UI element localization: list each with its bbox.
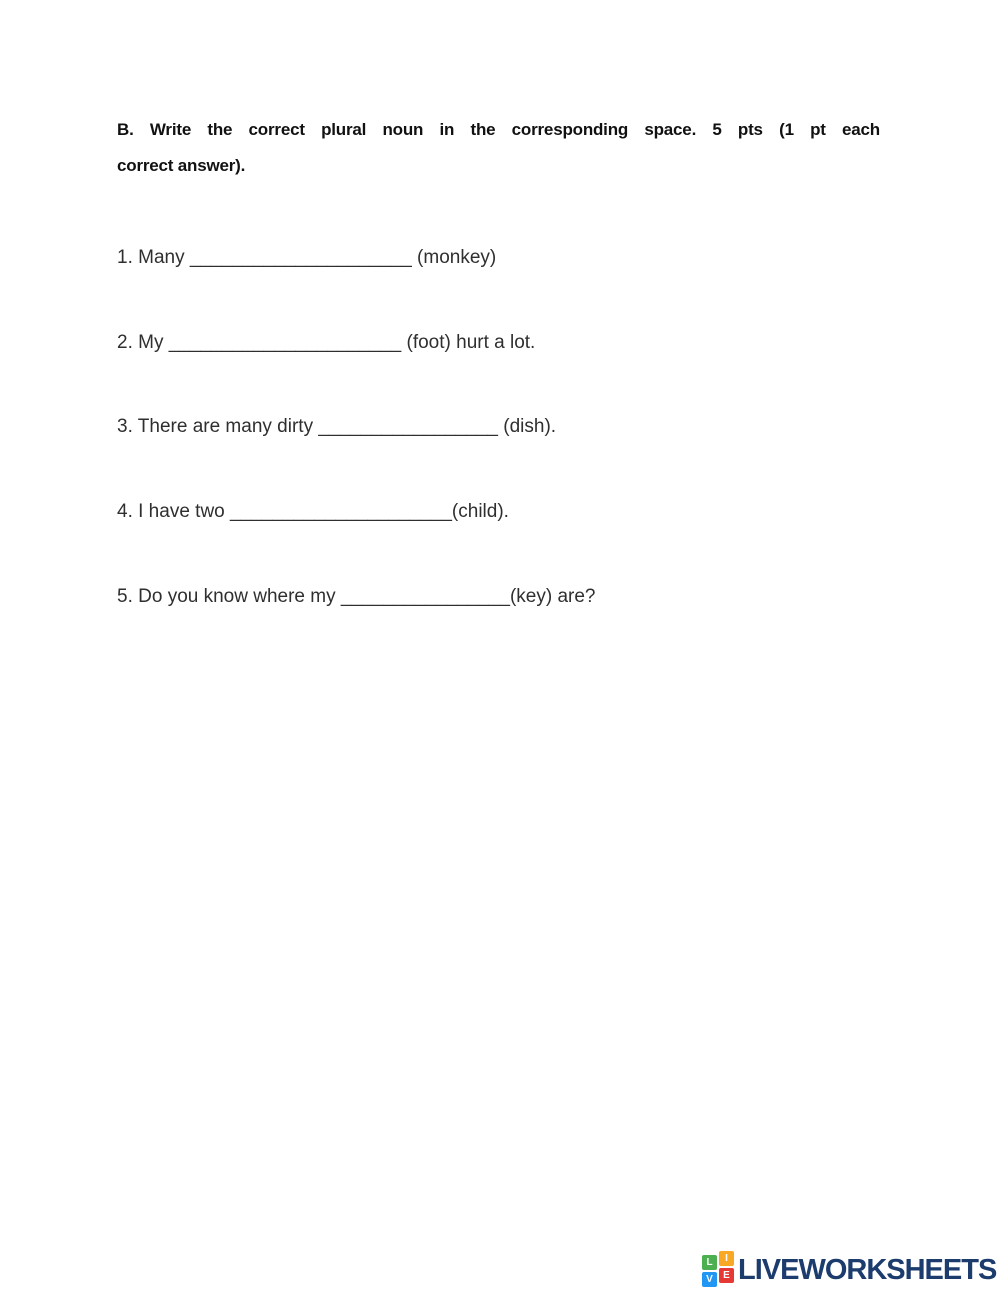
section-heading: [117, 112, 880, 184]
question-4-hint: (child).: [451, 501, 509, 522]
liveworksheets-logo: [702, 1251, 996, 1289]
question-3-text: 3. There are many dirty: [117, 416, 319, 437]
question-1-hint: (monkey): [411, 247, 497, 268]
logo-tile-l: L: [702, 1255, 717, 1270]
logo-tile-v: V: [702, 1272, 717, 1287]
answer-blank-5[interactable]: ________________: [340, 586, 510, 607]
logo-tile-i: I: [719, 1251, 734, 1266]
question-5-hint: (key) are?: [509, 586, 596, 607]
answer-blank-3[interactable]: _________________: [318, 416, 498, 437]
logo-tile-e: E: [719, 1268, 734, 1283]
question-2-hint: (foot) hurt a lot.: [401, 332, 536, 353]
answer-blank-4[interactable]: _____________________: [230, 501, 452, 522]
section-heading-line-1: B. Write the correct plural noun in the corresponding space. 5 pts (1 pt each: [117, 120, 880, 139]
question-item-5: [117, 585, 595, 609]
liveworksheets-wordmark: LIVEWORKSHEETS: [738, 1253, 997, 1286]
question-5-text: 5. Do you know where my: [117, 586, 341, 607]
question-item-2: [117, 331, 535, 355]
answer-blank-1[interactable]: _____________________: [189, 247, 412, 268]
question-4-text: 4. I have two: [117, 501, 231, 522]
answer-blank-2[interactable]: ______________________: [168, 332, 402, 353]
question-item-3: [117, 415, 556, 439]
question-item-1: [117, 246, 496, 270]
question-2-text: 2. My: [117, 332, 169, 353]
question-3-hint: (dish).: [498, 416, 557, 437]
question-1-text: 1. Many: [117, 247, 190, 268]
question-item-4: [117, 500, 509, 524]
section-heading-line-2: correct answer).: [117, 156, 246, 175]
liveworksheets-icon: [702, 1254, 734, 1286]
